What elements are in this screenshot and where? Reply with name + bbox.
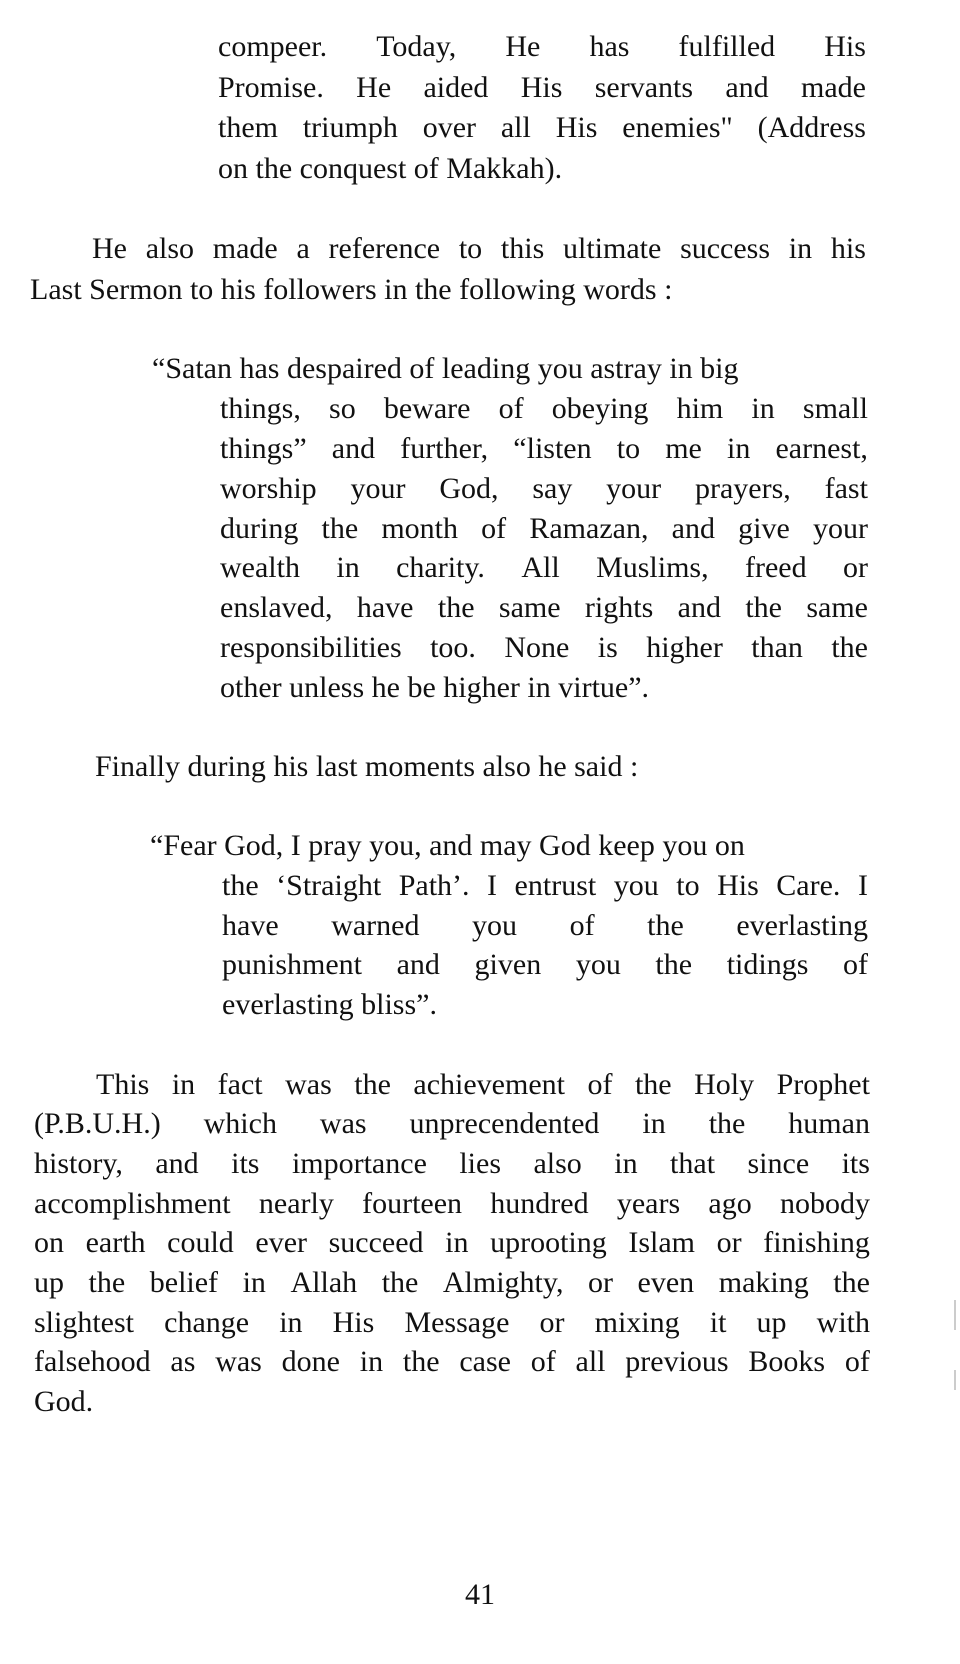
word: your — [350, 472, 406, 505]
word: Ramazan, — [529, 512, 649, 545]
word: you — [575, 948, 621, 981]
word: entrust — [514, 869, 597, 902]
word: wealth — [220, 551, 300, 584]
word: He — [92, 232, 127, 265]
word: have — [222, 909, 279, 942]
word: achievement — [413, 1068, 565, 1101]
word: responsibilities — [220, 631, 402, 664]
word: His — [332, 1306, 375, 1339]
word: in — [642, 1107, 666, 1140]
word: you — [613, 869, 659, 902]
word: in — [751, 392, 775, 425]
word: compeer. — [218, 30, 328, 63]
word: of — [842, 948, 868, 981]
word: freed — [744, 551, 807, 584]
word: the — [833, 1266, 870, 1299]
word: the — [745, 591, 782, 624]
word: made — [212, 232, 278, 265]
word: made — [801, 71, 866, 104]
word: or — [588, 1266, 613, 1299]
word: the — [402, 1345, 440, 1378]
word: in — [788, 232, 813, 265]
word: aided — [423, 71, 489, 104]
word: the — [634, 1068, 672, 1101]
paragraph-line — [34, 1341, 870, 1382]
word: in — [336, 551, 360, 584]
paragraph-line — [34, 1262, 870, 1303]
word: higher — [646, 631, 723, 664]
word: as — [170, 1345, 196, 1378]
word: up — [756, 1306, 787, 1339]
paragraph-line — [34, 1103, 870, 1144]
word: slightest — [34, 1306, 135, 1339]
word: up — [34, 1266, 64, 1299]
word: success — [680, 232, 771, 265]
word: your — [812, 512, 868, 545]
word: and — [725, 71, 769, 104]
word: This — [96, 1068, 150, 1101]
word: to — [616, 432, 641, 465]
word: so — [329, 392, 356, 425]
quote-line — [222, 905, 868, 946]
word: All — [521, 551, 560, 584]
word: enemies" — [622, 111, 733, 144]
word: on — [34, 1226, 64, 1259]
word: of — [569, 909, 595, 942]
quote-line: “Fear God, I pray you, and may God keep you on — [150, 829, 745, 862]
word: human — [788, 1107, 870, 1140]
word: in — [359, 1345, 384, 1378]
word: earth — [85, 1226, 146, 1259]
word: beware — [383, 392, 471, 425]
word: previous — [625, 1345, 729, 1378]
word: this — [500, 232, 545, 265]
word: Holy — [694, 1068, 755, 1101]
word: or — [539, 1306, 565, 1339]
word: of — [587, 1068, 613, 1101]
word: give — [738, 512, 790, 545]
quote-line: other unless he be higher in virtue”. — [220, 671, 650, 704]
word: too. — [430, 631, 476, 664]
paragraph-line — [34, 1143, 870, 1184]
word: years — [616, 1187, 681, 1220]
word: earnest, — [775, 432, 868, 465]
word: (P.B.U.H.) — [34, 1107, 161, 1140]
word: importance — [291, 1147, 427, 1180]
word: obeying — [551, 392, 649, 425]
word: of — [498, 392, 524, 425]
word: making — [718, 1266, 809, 1299]
word: accomplishment — [34, 1187, 231, 1220]
word: in — [279, 1306, 303, 1339]
word: the — [381, 1266, 419, 1299]
word: change — [164, 1306, 250, 1339]
word: was — [319, 1107, 367, 1140]
quote-line — [220, 388, 868, 429]
quote-line — [222, 944, 868, 985]
word: His — [555, 111, 598, 144]
paragraph-line: Finally during his last moments also he said : — [95, 750, 639, 783]
word: charity. — [396, 551, 485, 584]
word: God, — [439, 472, 499, 505]
word: Books — [748, 1345, 826, 1378]
word: His — [520, 71, 563, 104]
word: things” — [220, 432, 307, 465]
word: Today, — [376, 30, 457, 63]
paragraph-line — [34, 1183, 870, 1224]
paragraph-line — [92, 228, 866, 269]
word: in — [445, 1226, 469, 1259]
word: uprooting — [490, 1226, 607, 1259]
word: all — [500, 111, 531, 144]
word: “listen — [513, 432, 592, 465]
word: ultimate — [563, 232, 662, 265]
word: His — [824, 30, 866, 63]
word: fact — [217, 1068, 263, 1101]
quote-line: everlasting bliss”. — [222, 988, 437, 1021]
word: He — [505, 30, 541, 63]
quote-line — [220, 627, 868, 668]
word: or — [843, 551, 868, 584]
word: His — [717, 869, 759, 902]
word: hundred — [490, 1187, 589, 1220]
word: and — [331, 432, 376, 465]
word: in — [171, 1068, 196, 1101]
word: Message — [404, 1306, 510, 1339]
quote-line — [218, 107, 866, 148]
word: things, — [220, 392, 301, 425]
word: all — [575, 1345, 606, 1378]
word: which — [203, 1107, 277, 1140]
word: triumph — [302, 111, 398, 144]
quote-line — [218, 67, 866, 108]
word: also — [533, 1147, 582, 1180]
word: me — [665, 432, 702, 465]
word: fulfilled — [678, 30, 776, 63]
word: ‘Straight — [276, 869, 382, 902]
word: unprecendented — [409, 1107, 600, 1140]
word: in — [726, 432, 751, 465]
word: Prophet — [776, 1068, 870, 1101]
word: of — [481, 512, 507, 545]
word: could — [167, 1226, 234, 1259]
word: Almighty, — [442, 1266, 564, 1299]
word: of — [844, 1345, 870, 1378]
word: of — [530, 1345, 556, 1378]
word: a — [296, 232, 310, 265]
page-number: 41 — [465, 1578, 495, 1611]
word: and — [677, 591, 721, 624]
word: tidings — [726, 948, 809, 981]
word: case — [459, 1345, 511, 1378]
word: belief — [149, 1266, 219, 1299]
word: and — [671, 512, 715, 545]
word: the — [655, 948, 693, 981]
word: same — [498, 591, 561, 624]
word: its — [231, 1147, 260, 1180]
word: Promise. — [218, 71, 324, 104]
word: over — [422, 111, 476, 144]
word: was — [285, 1068, 332, 1101]
word: history, — [34, 1147, 123, 1180]
word: He — [356, 71, 392, 104]
word: and — [396, 948, 440, 981]
word: rights — [584, 591, 654, 624]
word: the — [831, 631, 868, 664]
word: small — [802, 392, 868, 425]
word: servants — [594, 71, 694, 104]
word: is — [597, 631, 618, 664]
word: falsehood — [34, 1345, 151, 1378]
quote-line: on the conquest of Makkah). — [218, 152, 563, 185]
word: Path’. — [398, 869, 470, 902]
paragraph-line — [34, 1302, 870, 1343]
word: nearly — [258, 1187, 334, 1220]
word: prayers, — [694, 472, 791, 505]
word: (Address — [757, 111, 866, 144]
word: None — [504, 631, 570, 664]
word: the — [354, 1068, 391, 1101]
word: its — [841, 1147, 870, 1180]
word: was — [215, 1345, 262, 1378]
word: everlasting — [736, 909, 868, 942]
word: the — [708, 1107, 746, 1140]
word: enslaved, — [220, 591, 333, 624]
word: them — [218, 111, 278, 144]
word: lies — [459, 1147, 502, 1180]
quote-line — [220, 587, 868, 628]
word: to — [458, 232, 483, 265]
word: Islam — [628, 1226, 696, 1259]
word: in — [242, 1266, 266, 1299]
word: month — [381, 512, 458, 545]
word: mixing — [594, 1306, 680, 1339]
word: succeed — [328, 1226, 424, 1259]
word: in — [614, 1147, 638, 1180]
word: finishing — [763, 1226, 870, 1259]
quote-line — [218, 26, 866, 67]
word: him — [676, 392, 724, 425]
word: ago — [708, 1187, 752, 1220]
word: done — [281, 1345, 340, 1378]
word: Muslims, — [596, 551, 709, 584]
word: to — [676, 869, 700, 902]
word: fourteen — [362, 1187, 463, 1220]
paragraph-line — [34, 1222, 870, 1263]
quote-line — [220, 547, 868, 588]
word: or — [716, 1226, 742, 1259]
word: reference — [328, 232, 441, 265]
scan-edge-mark — [954, 1300, 956, 1330]
paragraph-line: Last Sermon to his followers in the following words : — [30, 273, 673, 306]
word: also — [145, 232, 195, 265]
quote-line — [220, 508, 868, 549]
word: the — [222, 869, 259, 902]
word: since — [747, 1147, 810, 1180]
word: I — [857, 869, 868, 902]
word: same — [806, 591, 868, 624]
scan-edge-mark — [954, 1370, 956, 1390]
quote-line — [220, 468, 868, 509]
word: with — [816, 1306, 870, 1339]
word: I — [487, 869, 498, 902]
word: nobody — [779, 1187, 870, 1220]
word: Care. — [776, 869, 841, 902]
word: you — [472, 909, 518, 942]
word: fast — [824, 472, 868, 505]
paragraph-line: God. — [34, 1385, 94, 1418]
quote-line — [222, 865, 868, 906]
word: than — [751, 631, 803, 664]
word: the — [647, 909, 684, 942]
word: it — [709, 1306, 727, 1339]
word: further, — [400, 432, 489, 465]
word: during — [220, 512, 299, 545]
quote-line: “Satan has despaired of leading you astray in big — [152, 352, 739, 385]
word: and — [155, 1147, 199, 1180]
word: given — [474, 948, 542, 981]
word: ever — [255, 1226, 308, 1259]
quote-line — [220, 428, 868, 469]
word: the — [321, 512, 359, 545]
word: have — [356, 591, 414, 624]
word: Allah — [290, 1266, 358, 1299]
word: worship — [220, 472, 317, 505]
word: warned — [331, 909, 420, 942]
word: even — [637, 1266, 695, 1299]
word: punishment — [222, 948, 362, 981]
word: the — [437, 591, 475, 624]
paragraph-line — [96, 1064, 870, 1105]
word: his — [830, 232, 866, 265]
word: your — [606, 472, 662, 505]
word: that — [670, 1147, 716, 1180]
word: say — [532, 472, 573, 505]
word: has — [589, 30, 630, 63]
word: the — [88, 1266, 126, 1299]
